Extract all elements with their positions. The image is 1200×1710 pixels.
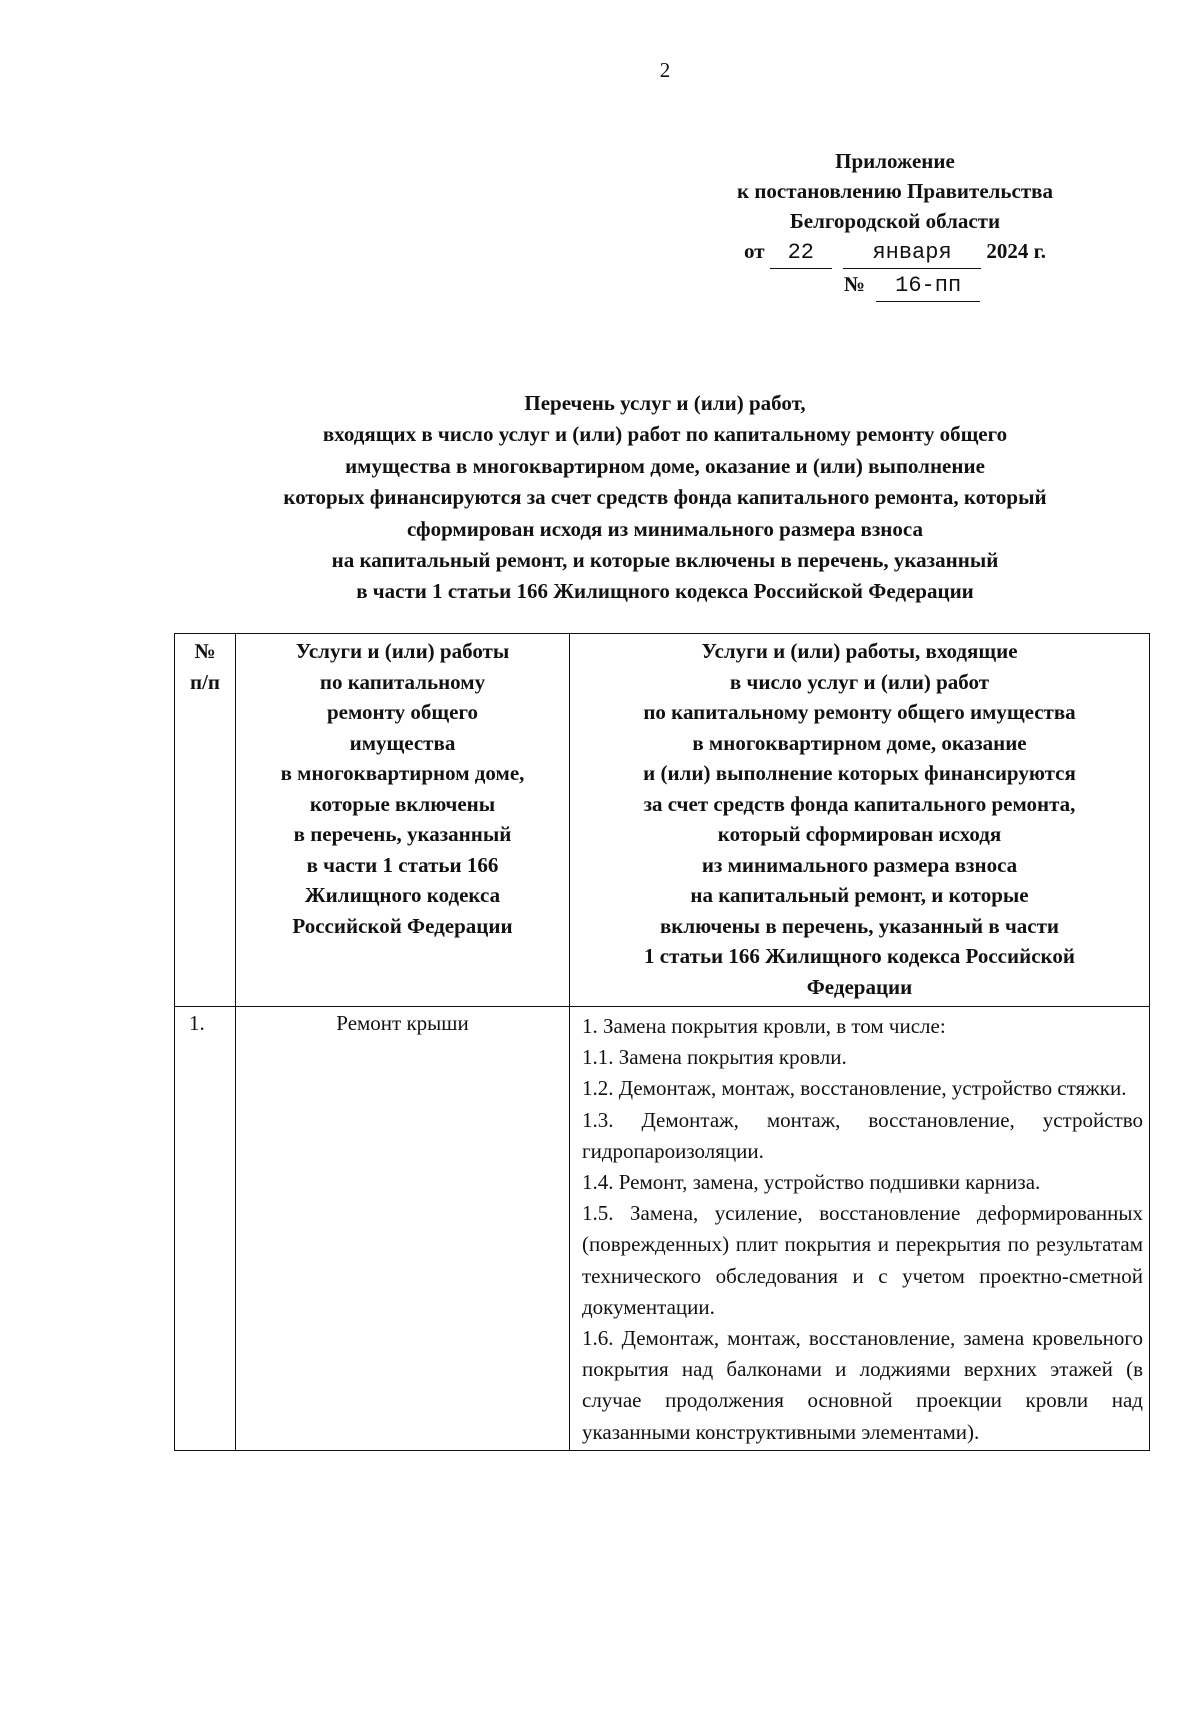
header-works-line: в многоквартирном доме, оказание — [692, 730, 1027, 755]
title-line: которых финансируются за счет средств фонда капитального ремонта, который — [283, 485, 1047, 510]
header-services-line: ремонту общего — [327, 700, 478, 724]
title-line: имущества в многоквартирном доме, оказание и (или) выполнение — [345, 453, 985, 478]
document-title — [100, 388, 1200, 608]
services-table — [174, 633, 1150, 1451]
date-prefix: от — [744, 239, 765, 263]
header-works-line: на капитальный ремонт, и которые — [690, 883, 1029, 907]
work-item: 1.2. Демонтаж, монтаж, восстановление, устройство стяжки. — [582, 1076, 1127, 1101]
header-num-line: п/п — [189, 669, 221, 694]
work-item: 1. Замена покрытия кровли, в том числе: — [582, 1014, 946, 1038]
title-line: Перечень услуг и (или) работ, — [524, 391, 806, 415]
row-number: 1. — [175, 1007, 236, 1451]
appendix-block — [680, 146, 1110, 302]
date-day: 22 — [770, 238, 832, 269]
page-number: 2 — [659, 58, 671, 82]
work-item: 1.4. Ремонт, замена, устройство подшивки карниза. — [582, 1170, 1041, 1195]
header-services — [236, 634, 570, 1007]
work-item: 1.3. Демонтаж, монтаж, восстановление, устройство гидропароизоляции. — [582, 1107, 1143, 1163]
header-works-line: из минимального размера взноса — [701, 852, 1018, 877]
header-works-line: и (или) выполнение которых финансируются — [643, 761, 1076, 785]
header-works — [570, 634, 1150, 1007]
table-row — [175, 1007, 1150, 1451]
row-works — [570, 1007, 1150, 1451]
appendix-line-3: Белгородской области — [789, 209, 1001, 233]
number-value: 16-пп — [876, 271, 980, 302]
title-line: на капитальный ремонт, и которые включены в перечень, указанный — [331, 548, 999, 573]
header-services-line: которые включены — [309, 791, 496, 816]
title-line: входящих в число услуг и (или) работ по капитальному ремонту общего — [322, 422, 1008, 447]
header-works-line: по капитальному ремонту общего имущества — [643, 700, 1076, 724]
header-works-line: за счет средств фонда капитального ремонта, — [643, 791, 1076, 816]
header-works-line: Федерации — [806, 974, 913, 999]
header-services-line: в перечень, указанный — [293, 822, 512, 846]
date-year: 2024 г. — [986, 239, 1046, 263]
header-services-line: по капитальному — [319, 669, 486, 694]
header-services-line: Услуги и (или) работы — [295, 639, 510, 663]
title-line: в части 1 статьи 166 Жилищного кодекса Российской Федерации — [356, 579, 974, 604]
header-services-line: имущества — [349, 730, 456, 755]
appendix-number — [680, 269, 1110, 302]
header-num — [175, 634, 236, 1007]
number-prefix: № — [843, 272, 865, 296]
row-service: Ремонт крыши — [236, 1007, 570, 1451]
header-services-line: Жилищного кодекса — [304, 883, 501, 907]
work-item: 1.1. Замена покрытия кровли. — [582, 1045, 847, 1070]
title-line: сформирован исходя из минимального размера взноса — [407, 516, 923, 541]
work-item: 1.5. Замена, усиление, восстановление деформированных (поврежденных) плит покрытия и перекрытия по результатам технического обследования и с учетом проектно-сметной документации. — [582, 1201, 1143, 1319]
header-services-line: Российской Федерации — [292, 913, 513, 938]
appendix-line-2: к постановлению Правительства — [736, 179, 1054, 203]
date-month: января — [843, 238, 981, 269]
header-works-line: Услуги и (или) работы, входящие — [701, 639, 1018, 663]
header-num-line: № — [194, 639, 216, 663]
header-works-line: в число услуг и (или) работ — [729, 669, 990, 694]
header-works-line: который сформирован исходя — [717, 822, 1002, 846]
header-works-line: включены в перечень, указанный в части — [659, 913, 1060, 938]
header-works-line: 1 статьи 166 Жилищного кодекса Российской — [644, 944, 1075, 968]
appendix-title: Приложение — [835, 149, 955, 173]
header-services-line: в многоквартирном доме, — [280, 761, 525, 785]
header-services-line: в части 1 статьи 166 — [306, 852, 499, 877]
work-item: 1.6. Демонтаж, монтаж, восстановление, замена кровельного покрытия над балконами и лоджиями верхних этажей (в случае продолжения основной проекции кровли над указанными конструктивными элементами). — [582, 1326, 1143, 1444]
table-header-row — [175, 634, 1150, 1007]
appendix-date — [680, 236, 1110, 269]
